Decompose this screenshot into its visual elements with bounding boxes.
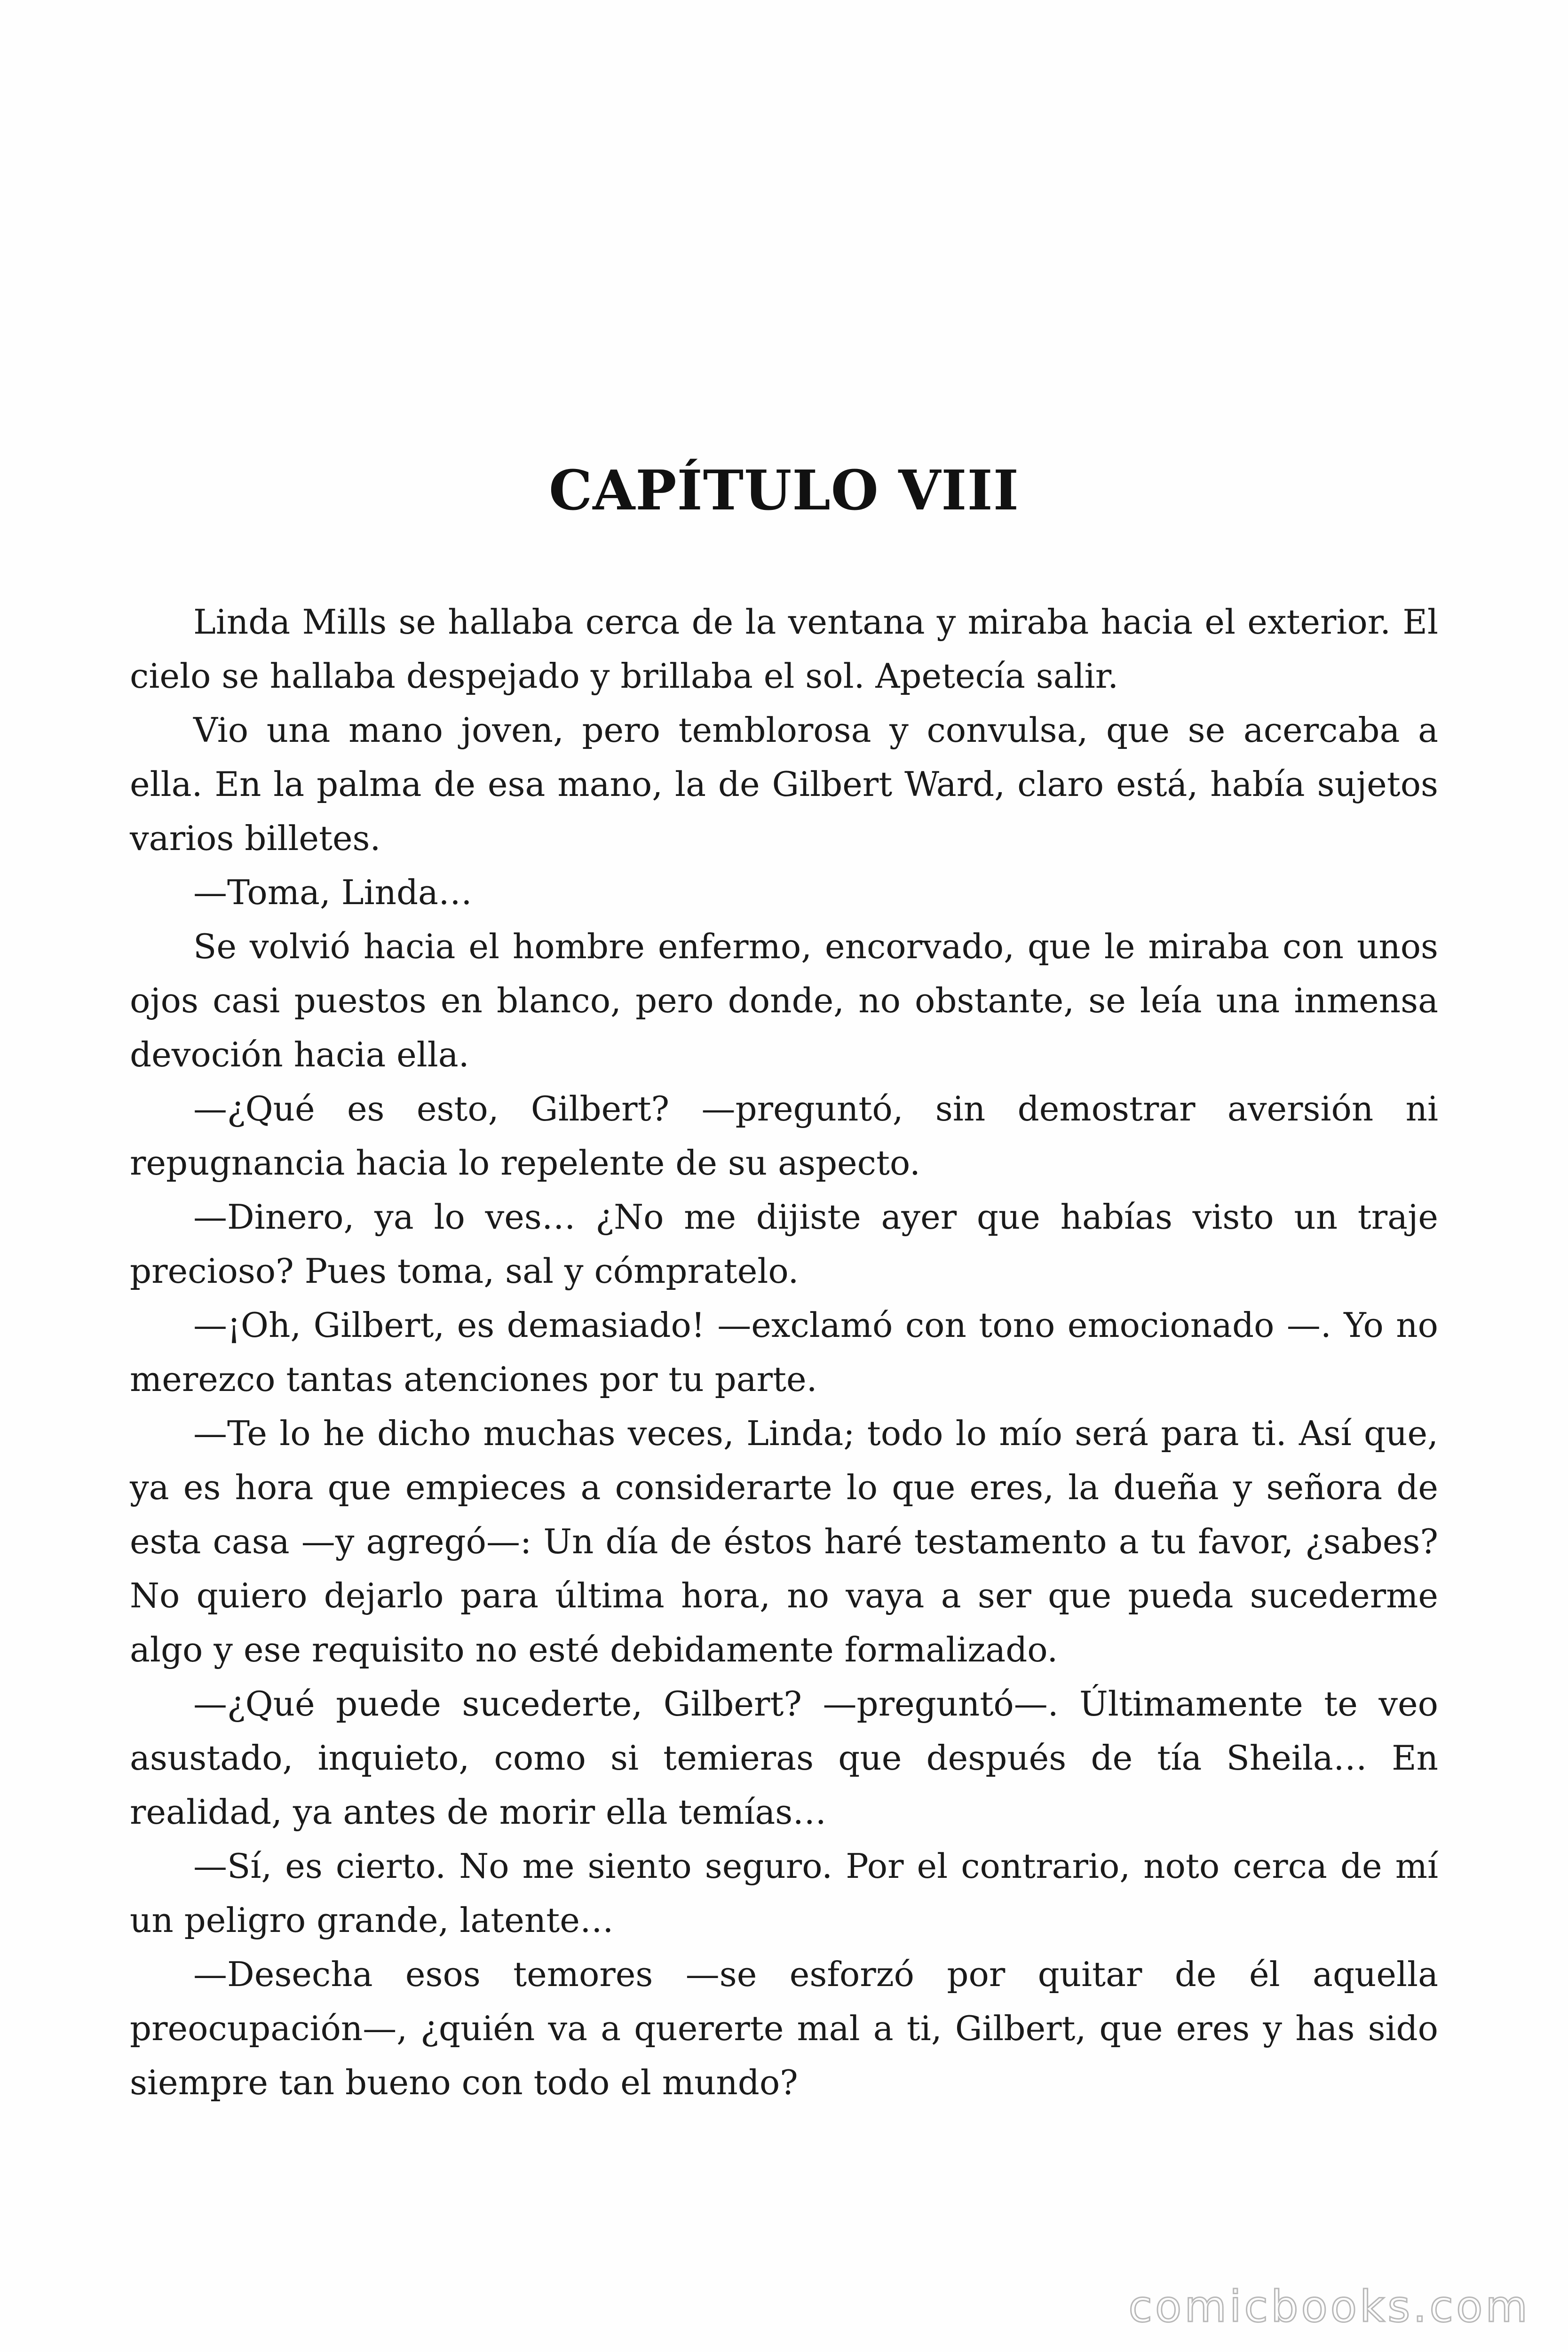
paragraph: Vio una mano joven, pero temblorosa y convulsa, que se acercaba a ella. En la palma de esa mano, la de Gilbert Ward, claro está, había sujetos varios billetes. (130, 710, 1438, 858)
chapter-body (130, 595, 1438, 2110)
paragraph: —Sí, es cierto. No me siento seguro. Por el contrario, noto cerca de mí un peligro grande, latente… (130, 1846, 1438, 1940)
watermark: comicbooks.com (1128, 2281, 1530, 2332)
paragraph: —¿Qué es esto, Gilbert? —preguntó, sin demostrar aversión ni repugnancia hacia lo repelente de su aspecto. (130, 1089, 1438, 1183)
paragraph: Se volvió hacia el hombre enfermo, encorvado, que le miraba con unos ojos casi puestos en blanco, pero donde, no obstante, se leía una inmensa devoción hacia ella. (130, 927, 1438, 1074)
paragraph: —¿Qué puede sucederte, Gilbert? —preguntó—. Últimamente te veo asustado, inquieto, como si temieras que después de tía Sheila… En realidad, ya antes de morir ella temías… (130, 1684, 1438, 1832)
paragraph: —Dinero, ya lo ves… ¿No me dijiste ayer que habías visto un traje precioso? Pues toma, sal y cómpratelo. (130, 1197, 1438, 1291)
chapter-title: CAPÍTULO VIII (548, 459, 1020, 523)
paragraph: —Desecha esos temores —se esforzó por quitar de él aquella preocupación—, ¿quién va a quererte mal a ti, Gilbert, que eres y has sido siempre tan bueno con todo el mundo? (130, 1955, 1438, 2102)
paragraph: —Te lo he dicho muchas veces, Linda; todo lo mío será para ti. Así que, ya es hora que empieces a considerarte lo que eres, la dueña y señora de esta casa —y agregó—: Un día de éstos haré testamento a tu favor, ¿sabes? No quiero dejarlo para última hora, no vaya a ser que pueda sucederme algo y ese requisito no esté debidamente formalizado. (130, 1414, 1438, 1669)
paragraph: Linda Mills se hallaba cerca de la ventana y miraba hacia el exterior. El cielo se hallaba despejado y brillaba el sol. Apetecía salir. (130, 602, 1438, 696)
paragraph: —¡Oh, Gilbert, es demasiado! —exclamó con tono emocionado —. Yo no merezco tantas atenciones por tu parte. (130, 1305, 1438, 1399)
paragraph: —Toma, Linda… (193, 873, 472, 912)
